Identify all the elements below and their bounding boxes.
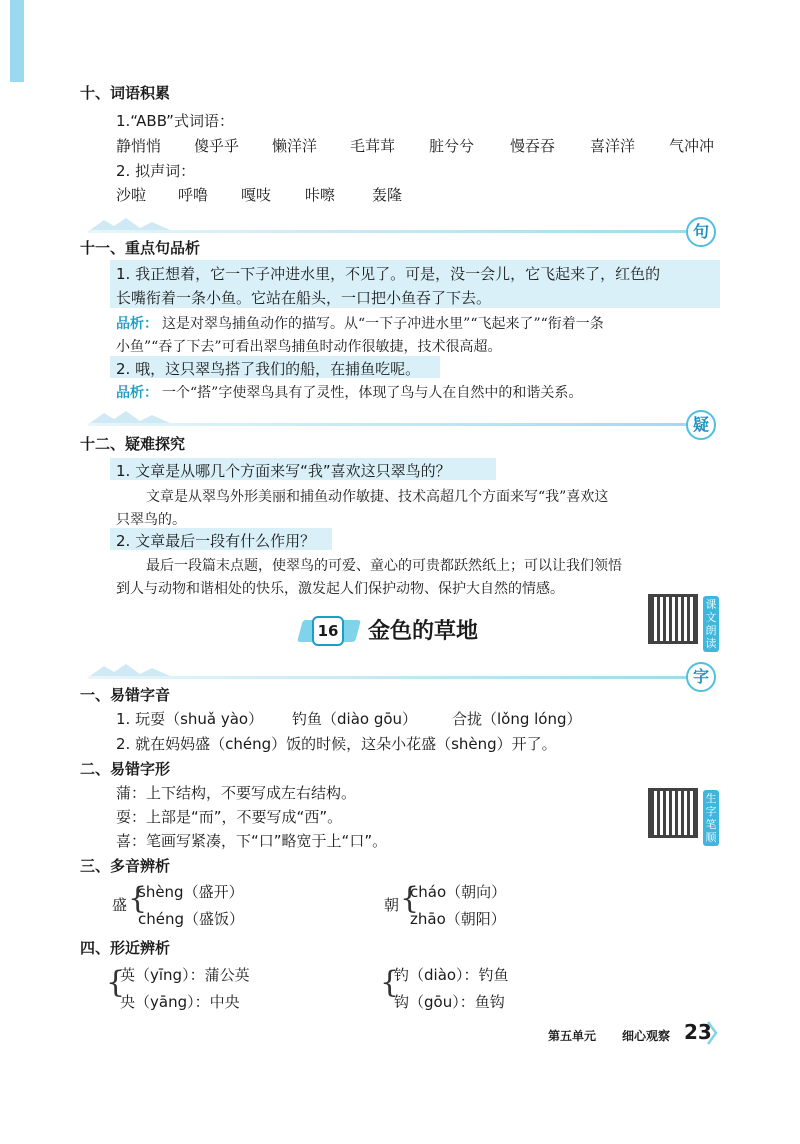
section-heading: 一、易错字音: [80, 686, 171, 704]
pronunciation-item: 1. 玩耍（shuǎ yào）: [116, 710, 264, 728]
pronunciation-item: 2. 就在妈妈盛（chéng）饭的时候，这朵小花盛（shèng）开了。: [116, 735, 557, 753]
polyphone-char: 盛: [112, 896, 128, 914]
section-heading: 十一、重点句品析: [80, 239, 201, 257]
section-divider: [88, 676, 710, 679]
footer-unit: 第五单元: [548, 1029, 597, 1043]
qr-code[interactable]: [648, 594, 698, 644]
abb-word: 毛茸茸: [350, 137, 396, 155]
lesson-banner: [300, 612, 520, 650]
answer-text: 只翠鸟的。: [116, 512, 186, 528]
key-sentence-2: 2. 哦，这只翠鸟搭了我们的船，在捕鱼吃呢。: [116, 360, 421, 378]
qr-code[interactable]: [648, 788, 698, 838]
abb-word: 气冲冲: [669, 137, 715, 155]
abb-word: 静悄悄: [116, 137, 162, 155]
similar-char-item: 英（yīng）：蒲公英: [120, 966, 250, 984]
chevron-right-icon: [706, 1020, 718, 1046]
analysis-text: 一个“搭”字使翠鸟具有了灵性，体现了鸟与人在自然中的和谐关系。: [162, 385, 583, 401]
similar-char-item: 央（yāng）：中央: [120, 993, 240, 1011]
pronunciation-item: 钓鱼（diào gōu）: [292, 710, 418, 728]
analysis-text: 这是对翠鸟捕鱼动作的描写。从“一下子冲进水里”“飞起来了”“衔着一条: [162, 316, 604, 332]
glyph-note: 蒲：上下结构，不要写成左右结构。: [116, 784, 357, 802]
onomatopoeia-label: 2. 拟声词：: [116, 162, 196, 180]
lesson-title: 金色的草地: [368, 619, 479, 644]
brace: {: [128, 881, 148, 916]
abb-word: 喜洋洋: [590, 137, 636, 155]
mountain-decoration: [90, 216, 170, 230]
polyphone-reading: cháo（朝向）: [410, 883, 507, 901]
section-heading: 三、多音辨析: [80, 857, 171, 875]
section-heading: 二、易错字形: [80, 760, 171, 778]
badge-icon: 句: [686, 217, 716, 247]
onomatopoeia-word: 咔嚓: [305, 186, 336, 204]
lesson-number: 16: [312, 616, 344, 646]
analysis-label: 品析：: [116, 385, 158, 401]
badge-icon: 疑: [686, 410, 716, 440]
answer-text: 最后一段篇末点题，使翠鸟的可爱、童心的可贵都跃然纸上；可以让我们领悟: [146, 558, 622, 574]
edge-tab: [10, 0, 24, 82]
page-number: 23: [684, 1020, 712, 1044]
similar-char-item: 钓（diào）：钓鱼: [394, 966, 509, 984]
section-divider: [88, 423, 710, 426]
abb-label: 1.“ABB”式词语：: [116, 112, 234, 130]
onomatopoeia-word: 嘎吱: [241, 186, 272, 204]
mountain-decoration: [90, 409, 170, 423]
footer-theme: 细心观察: [622, 1029, 671, 1043]
similar-char-item: 钩（gōu）：鱼钩: [394, 993, 505, 1011]
brace: {: [380, 965, 400, 1000]
pronunciation-item: 合拢（lǒng lóng）: [452, 710, 582, 728]
polyphone-reading: zhāo（朝阳）: [410, 910, 506, 928]
polyphone-reading: shèng（盛开）: [138, 883, 244, 901]
glyph-note: 耍：上部是“而”，不要写成“西”。: [116, 808, 343, 826]
glyph-note: 喜：笔画写紧凑，下“口”略宽于上“口”。: [116, 832, 388, 850]
brace: {: [400, 881, 420, 916]
question-2: 2. 文章最后一段有什么作用？: [116, 532, 316, 550]
onomatopoeia-word: 轰隆: [372, 186, 403, 204]
section-divider: [88, 230, 710, 233]
abb-word: 慢吞吞: [510, 137, 556, 155]
analysis-label: 品析：: [116, 316, 158, 332]
badge-icon: 字: [686, 662, 716, 692]
section-heading: 十二、疑难探究: [80, 435, 186, 453]
polyphone-char: 朝: [384, 896, 400, 914]
section-heading: 十、词语积累: [80, 84, 171, 102]
answer-text: 文章是从翠鸟外形美丽和捕鱼动作敏捷、技术高超几个方面来写“我”喜欢这: [146, 489, 609, 505]
abb-word: 傻乎乎: [194, 137, 240, 155]
section-heading: 四、形近辨析: [80, 939, 171, 957]
question-1: 1. 文章是从哪几个方面来写“我”喜欢这只翠鸟的？: [116, 462, 451, 480]
abb-word: 懒洋洋: [272, 137, 318, 155]
polyphone-reading: chéng（盛饭）: [138, 910, 245, 928]
mountain-decoration: [90, 662, 170, 676]
qr-label: 课文朗读: [703, 596, 719, 652]
onomatopoeia-word: 沙啦: [116, 186, 147, 204]
key-sentence-1-line: 长嘴衔着一条小鱼。它站在船头，一口把小鱼吞了下去。: [116, 289, 492, 307]
answer-text: 到人与动物和谐相处的快乐，激发起人们保护动物、保护大自然的情感。: [116, 581, 564, 597]
qr-label: 生字笔顺: [703, 790, 719, 846]
analysis-text: 小鱼”“吞了下去”可看出翠鸟捕鱼时动作很敏捷，技术很高超。: [116, 339, 502, 355]
key-sentence-1-line: 1. 我正想着，它一下子冲进水里，不见了。可是，没一会儿，它飞起来了，红色的: [116, 265, 661, 283]
onomatopoeia-word: 呼噜: [178, 186, 209, 204]
abb-word: 脏兮兮: [429, 137, 475, 155]
brace: {: [106, 965, 126, 1000]
